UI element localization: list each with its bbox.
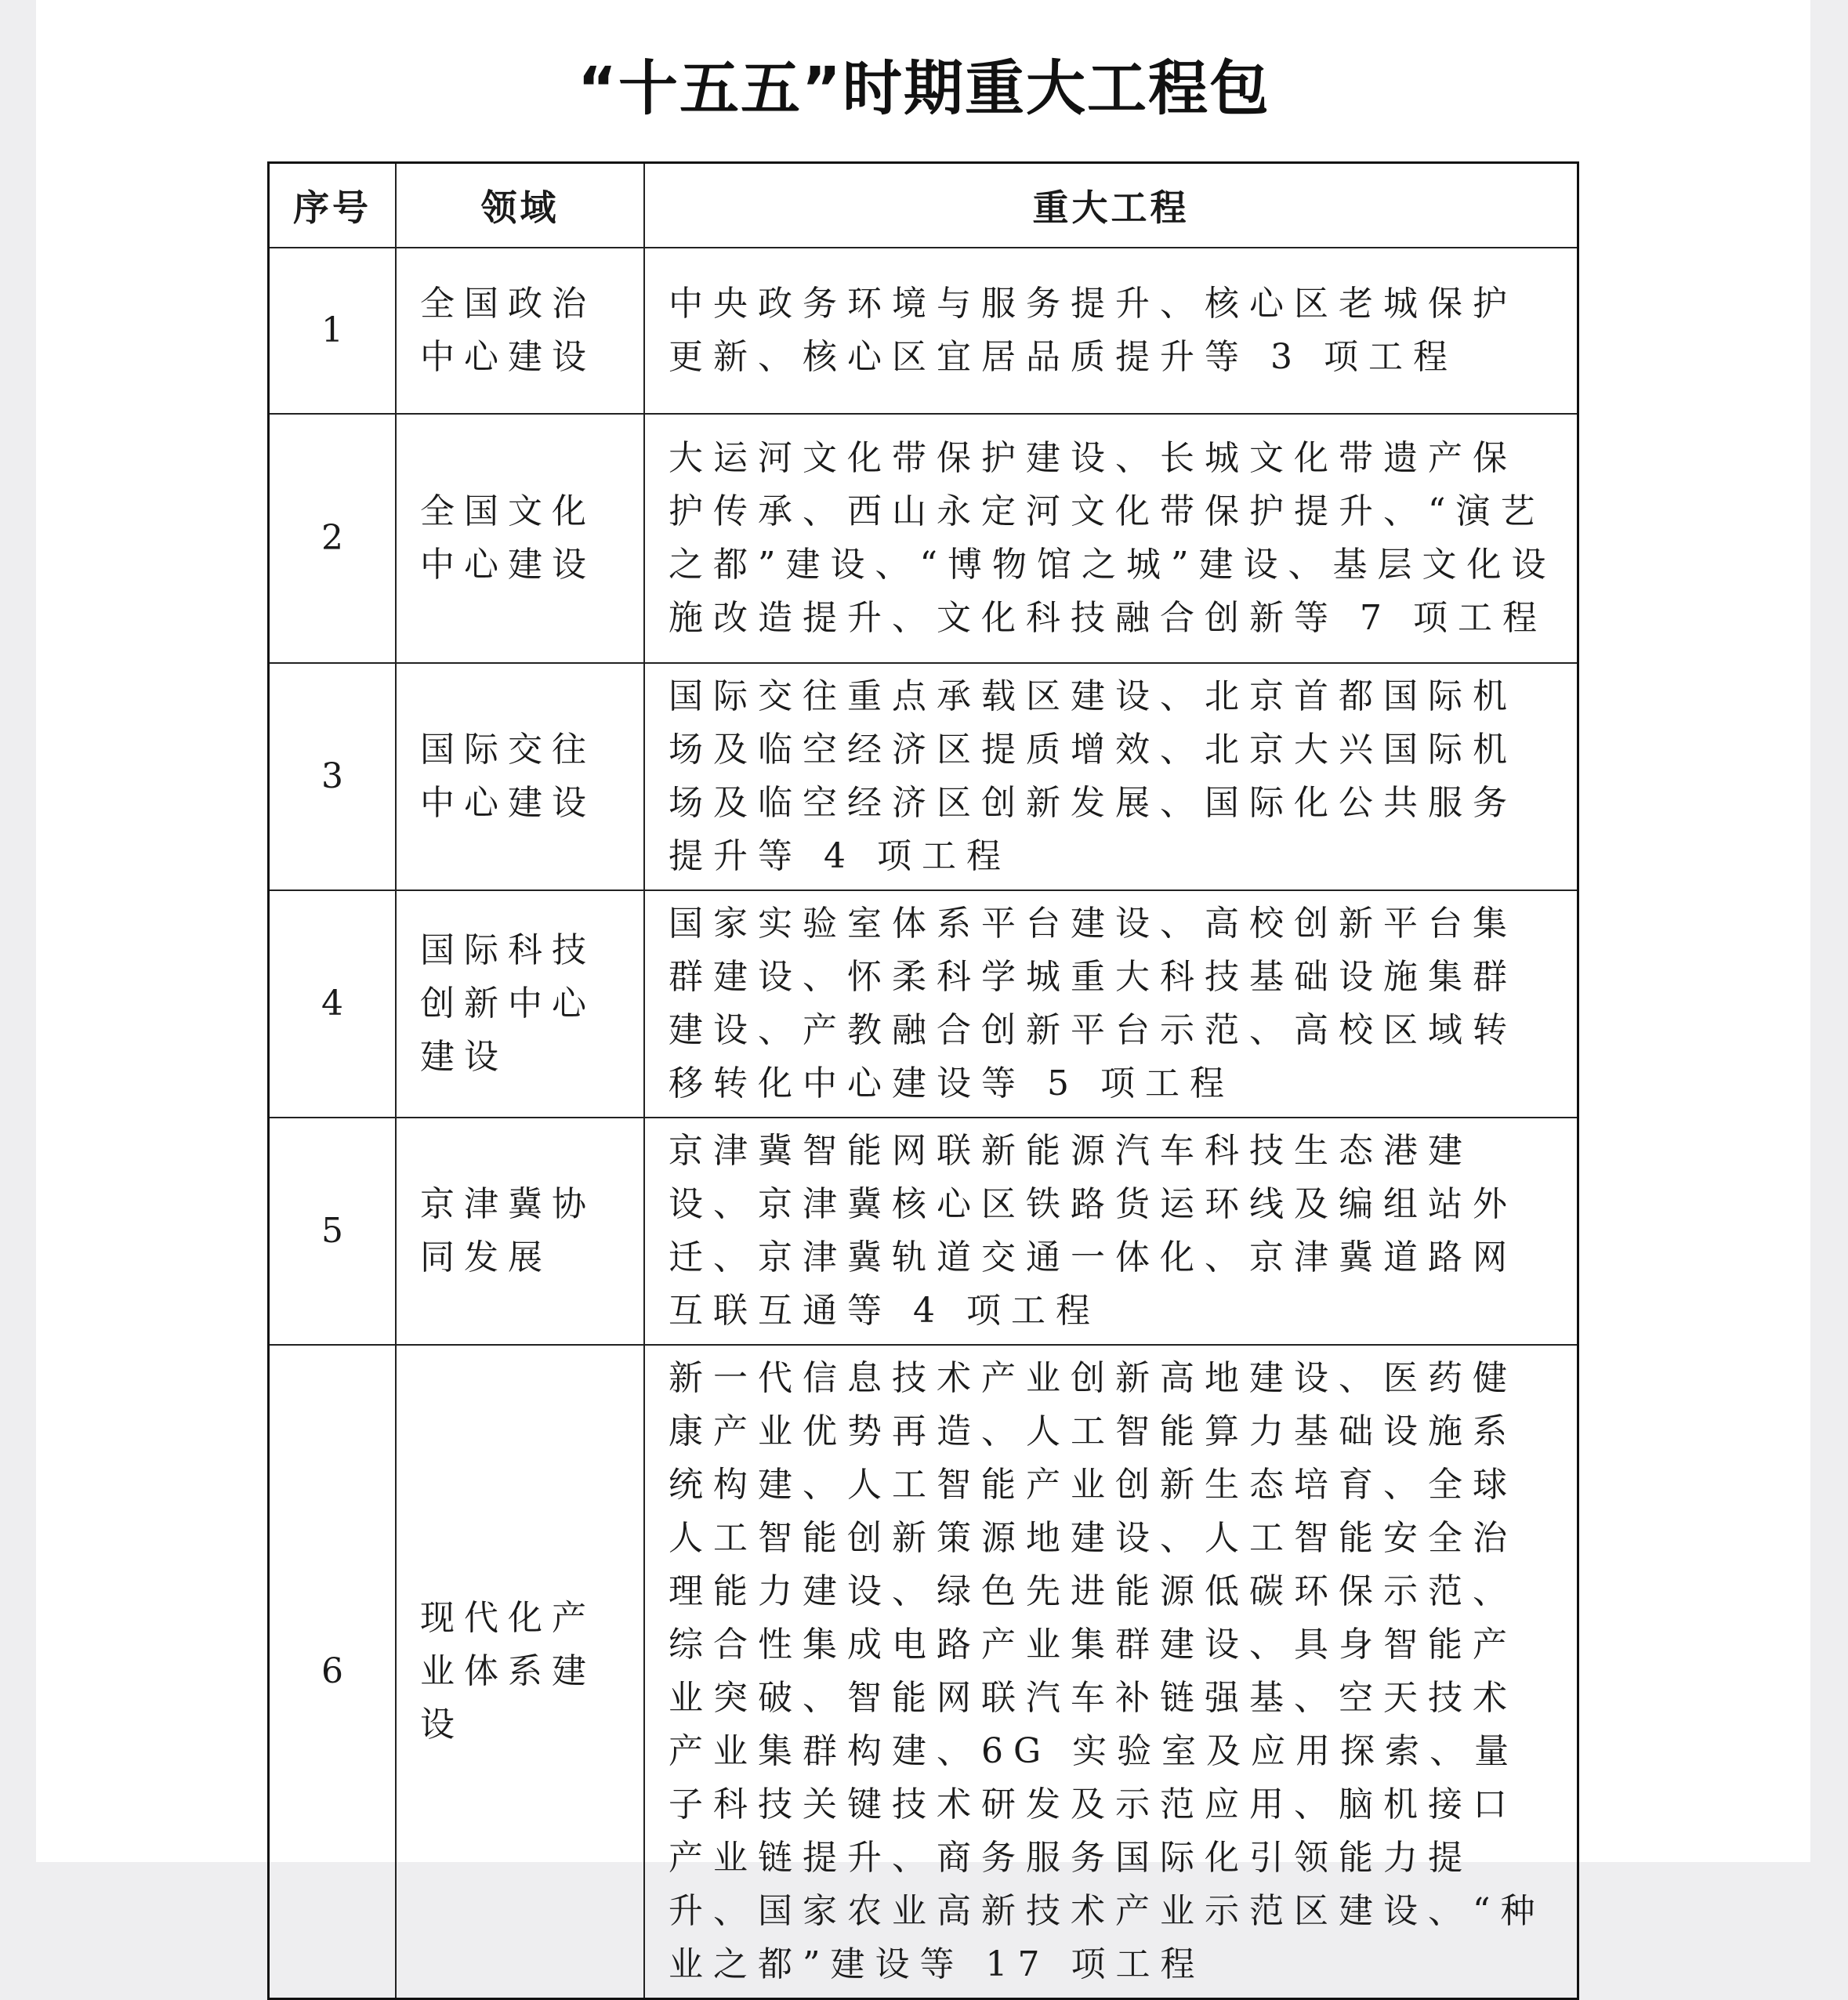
row-projects: 大运河文化带保护建设、长城文化带遗产保护传承、西山永定河文化带保护提升、“演艺之都”建设、“博物馆之城”建设、基层文化设施改造提升、文化科技融合创新等 7 项工程 — [644, 414, 1578, 663]
row-area: 全国政治中心建设 — [396, 248, 644, 414]
row-area: 国际科技创新中心建设 — [396, 890, 644, 1118]
row-number: 1 — [269, 248, 397, 414]
row-number: 3 — [269, 663, 397, 890]
table-header-row — [269, 163, 1578, 248]
row-area: 全国文化中心建设 — [396, 414, 644, 663]
header-number: 序号 — [269, 163, 397, 248]
table-row — [269, 890, 1578, 1118]
row-projects: 国家实验室体系平台建设、高校创新平台集群建设、怀柔科学城重大科技基础设施集群建设、产教融合创新平台示范、高校区域转移转化中心建设等 5 项工程 — [644, 890, 1578, 1118]
table-row — [269, 663, 1578, 890]
row-number: 4 — [269, 890, 397, 1118]
header-area: 领域 — [396, 163, 644, 248]
row-area: 现代化产业体系建设 — [396, 1345, 644, 1999]
row-area: 国际交往中心建设 — [396, 663, 644, 890]
table-row — [269, 248, 1578, 414]
row-projects: 新一代信息技术产业创新高地建设、医药健康产业优势再造、人工智能算力基础设施系统构建、人工智能产业创新生态培育、全球人工智能创新策源地建设、人工智能安全治理能力建设、绿色先进能源低碳环保示范、综合性集成电路产业集群建设、具身智能产业突破、智能网联汽车补链强基、空天技术产业集群构建、6G 实验室及应用探索、量子科技关键技术研发及示范应用、脑机接口产业链提升、商务服务国际化引领能力提升、国家农业高新技术产业示范区建设、“种业之都”建设等 17 项工程 — [644, 1345, 1578, 1999]
table-row — [269, 414, 1578, 663]
row-number: 2 — [269, 414, 397, 663]
projects-table — [267, 161, 1579, 2000]
page-title: “十五五”时期重大工程包 — [578, 53, 1270, 123]
table-row — [269, 1345, 1578, 1999]
row-projects: 国际交往重点承载区建设、北京首都国际机场及临空经济区提质增效、北京大兴国际机场及临空经济区创新发展、国际化公共服务提升等 4 项工程 — [644, 663, 1578, 890]
row-projects: 中央政务环境与服务提升、核心区老城保护更新、核心区宜居品质提升等 3 项工程 — [644, 248, 1578, 414]
row-projects: 京津冀智能网联新能源汽车科技生态港建设、京津冀核心区铁路货运环线及编组站外迁、京津冀轨道交通一体化、京津冀道路网互联互通等 4 项工程 — [644, 1118, 1578, 1345]
row-number: 5 — [269, 1118, 397, 1345]
row-area: 京津冀协同发展 — [396, 1118, 644, 1345]
table-row — [269, 1118, 1578, 1345]
header-projects: 重大工程 — [644, 163, 1578, 248]
row-number: 6 — [269, 1345, 397, 1999]
